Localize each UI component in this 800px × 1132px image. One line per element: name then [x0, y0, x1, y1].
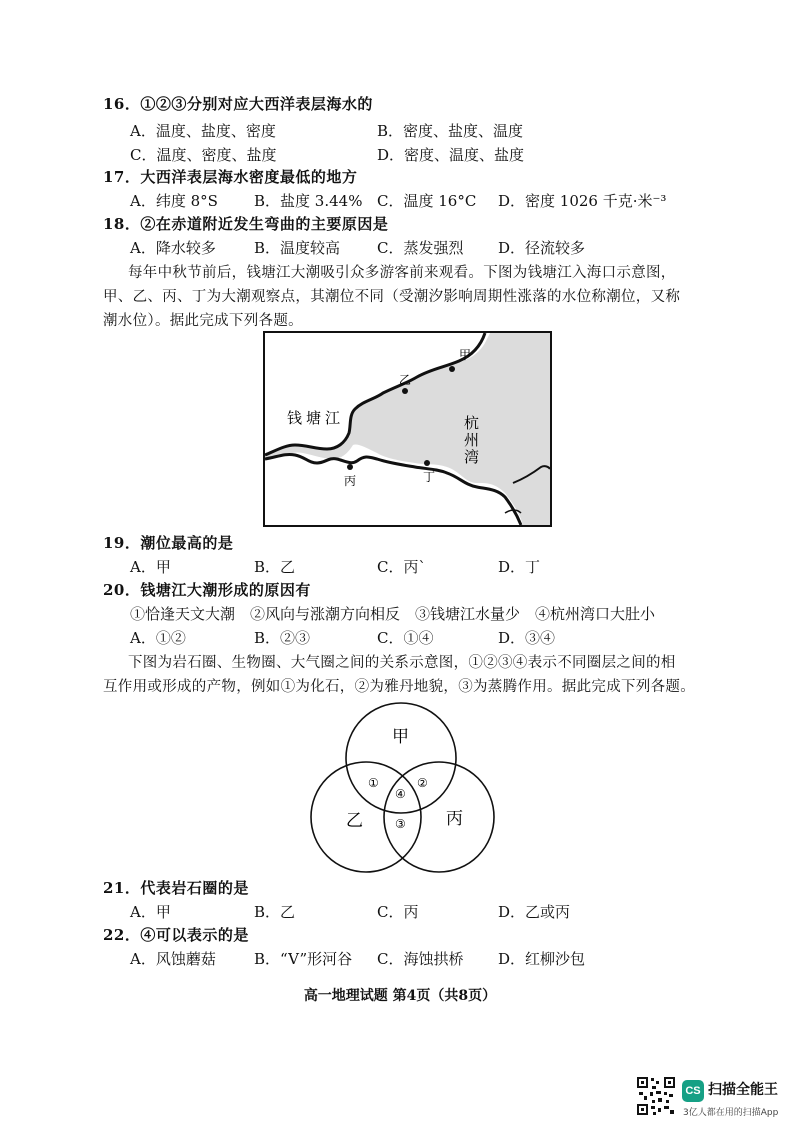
- question-20-stem: 20．钱塘江大潮形成的原因有: [103, 581, 311, 599]
- scanner-watermark: [636, 1076, 786, 1120]
- q20-option-d: D．③④: [498, 629, 556, 647]
- q16-option-a: A．温度、盐度、密度: [130, 122, 276, 140]
- point-ding-marker: [424, 460, 430, 466]
- venn-number-2: ②: [417, 776, 428, 790]
- question-18-stem: 18．②在赤道附近发生弯曲的主要原因是: [103, 215, 389, 233]
- bay-water: [265, 333, 550, 525]
- camscanner-logo: CS: [682, 1080, 704, 1102]
- q19-option-c: C．丙`: [377, 558, 426, 576]
- camscanner-tagline: 3亿人都在用的扫描App: [683, 1108, 779, 1118]
- q17-option-a: A．纬度 8°S: [130, 192, 218, 210]
- q20-option-a: A．①②: [130, 629, 186, 647]
- q19-option-d: D．丁: [498, 558, 541, 576]
- point-jia-marker: [449, 366, 455, 372]
- q21-option-b: B．乙: [254, 903, 296, 921]
- qiantang-river-map: [263, 331, 552, 527]
- q20-statements: ①恰逢天文大潮 ②风向与涨潮方向相反 ③钱塘江水量少 ④杭州湾口大肚小: [130, 605, 656, 623]
- river-label: 钱塘江: [287, 409, 345, 427]
- point-yi-marker: [402, 388, 408, 394]
- camscanner-name: 扫描全能王: [708, 1082, 778, 1098]
- q19-option-b: B．乙: [254, 558, 296, 576]
- q19-option-a: A．甲: [130, 558, 171, 576]
- question-22-stem: 22．④可以表示的是: [103, 926, 249, 944]
- venn-number-4: ④: [395, 787, 406, 801]
- q17-option-c: C．温度 16°C: [377, 192, 477, 210]
- venn-number-3: ③: [395, 817, 406, 831]
- q21-option-a: A．甲: [130, 903, 171, 921]
- map-graphic: [265, 333, 550, 525]
- q20-option-c: C．①④: [377, 629, 434, 647]
- q16-option-d: D．密度、温度、盐度: [377, 146, 525, 164]
- qr-code-icon: [636, 1076, 676, 1116]
- point-yi-label: 乙: [399, 373, 412, 387]
- point-bing-marker: [347, 464, 353, 470]
- question-19-stem: 19．潮位最高的是: [103, 534, 234, 552]
- q22-option-b: B．“V”形河谷: [254, 950, 353, 968]
- q21-option-d: D．乙或丙: [498, 903, 571, 921]
- q17-option-b: B．盐度 3.44%: [254, 192, 363, 210]
- q22-option-a: A．风蚀蘑菇: [130, 950, 216, 968]
- passage-1-line-3: 潮水位）。据此完成下列各题。: [103, 313, 303, 329]
- q18-option-d: D．径流较多: [498, 239, 586, 257]
- q18-option-c: C．蒸发强烈: [377, 239, 464, 257]
- question-17-stem: 17．大西洋表层海水密度最低的地方: [103, 168, 358, 186]
- point-jia-label: 甲: [459, 348, 472, 362]
- sphere-relationship-diagram: [300, 700, 500, 875]
- question-21-stem: 21．代表岩石圈的是: [103, 879, 249, 897]
- point-bing-label: 丙: [344, 474, 357, 488]
- point-ding-label: 丁: [423, 470, 436, 484]
- bay-label: 杭州湾: [462, 415, 480, 466]
- venn-number-1: ①: [368, 776, 379, 790]
- venn-label-bing: 丙: [446, 809, 463, 829]
- q20-option-b: B．②③: [254, 629, 311, 647]
- passage-2-line-1: 下图为岩石圈、生物圈、大气圈之间的关系示意图，①②③④表示不同圈层之间的相: [128, 655, 676, 671]
- q21-option-c: C．丙: [377, 903, 419, 921]
- q18-option-a: A．降水较多: [130, 239, 216, 257]
- q22-option-c: C．海蚀拱桥: [377, 950, 464, 968]
- q22-option-d: D．红柳沙包: [498, 950, 586, 968]
- page-footer: 高一地理试题 第4页（共8页）: [303, 988, 497, 1004]
- venn-label-jia: 甲: [392, 727, 409, 747]
- passage-2-line-2: 互作用或形成的产物，例如①为化石，②为雅丹地貌，③为蒸腾作用。据此完成下列各题。: [103, 679, 695, 695]
- q17-option-d: D．密度 1026 千克·米⁻³: [498, 192, 667, 210]
- q16-option-c: C．温度、密度、盐度: [130, 146, 277, 164]
- venn-label-yi: 乙: [346, 811, 363, 831]
- q18-option-b: B．温度较高: [254, 239, 341, 257]
- q16-option-b: B．密度、盐度、温度: [377, 122, 524, 140]
- passage-1-line-2: 甲、乙、丙、丁为大潮观察点，其潮位不同（受潮汐影响周期性涨落的水位称潮位，又称: [103, 289, 681, 305]
- question-16-stem: 16．①②③分别对应大西洋表层海水的: [103, 95, 373, 113]
- passage-1-line-1: 每年中秋节前后，钱塘江大潮吸引众多游客前来观看。下图为钱塘江入海口示意图，: [128, 265, 676, 281]
